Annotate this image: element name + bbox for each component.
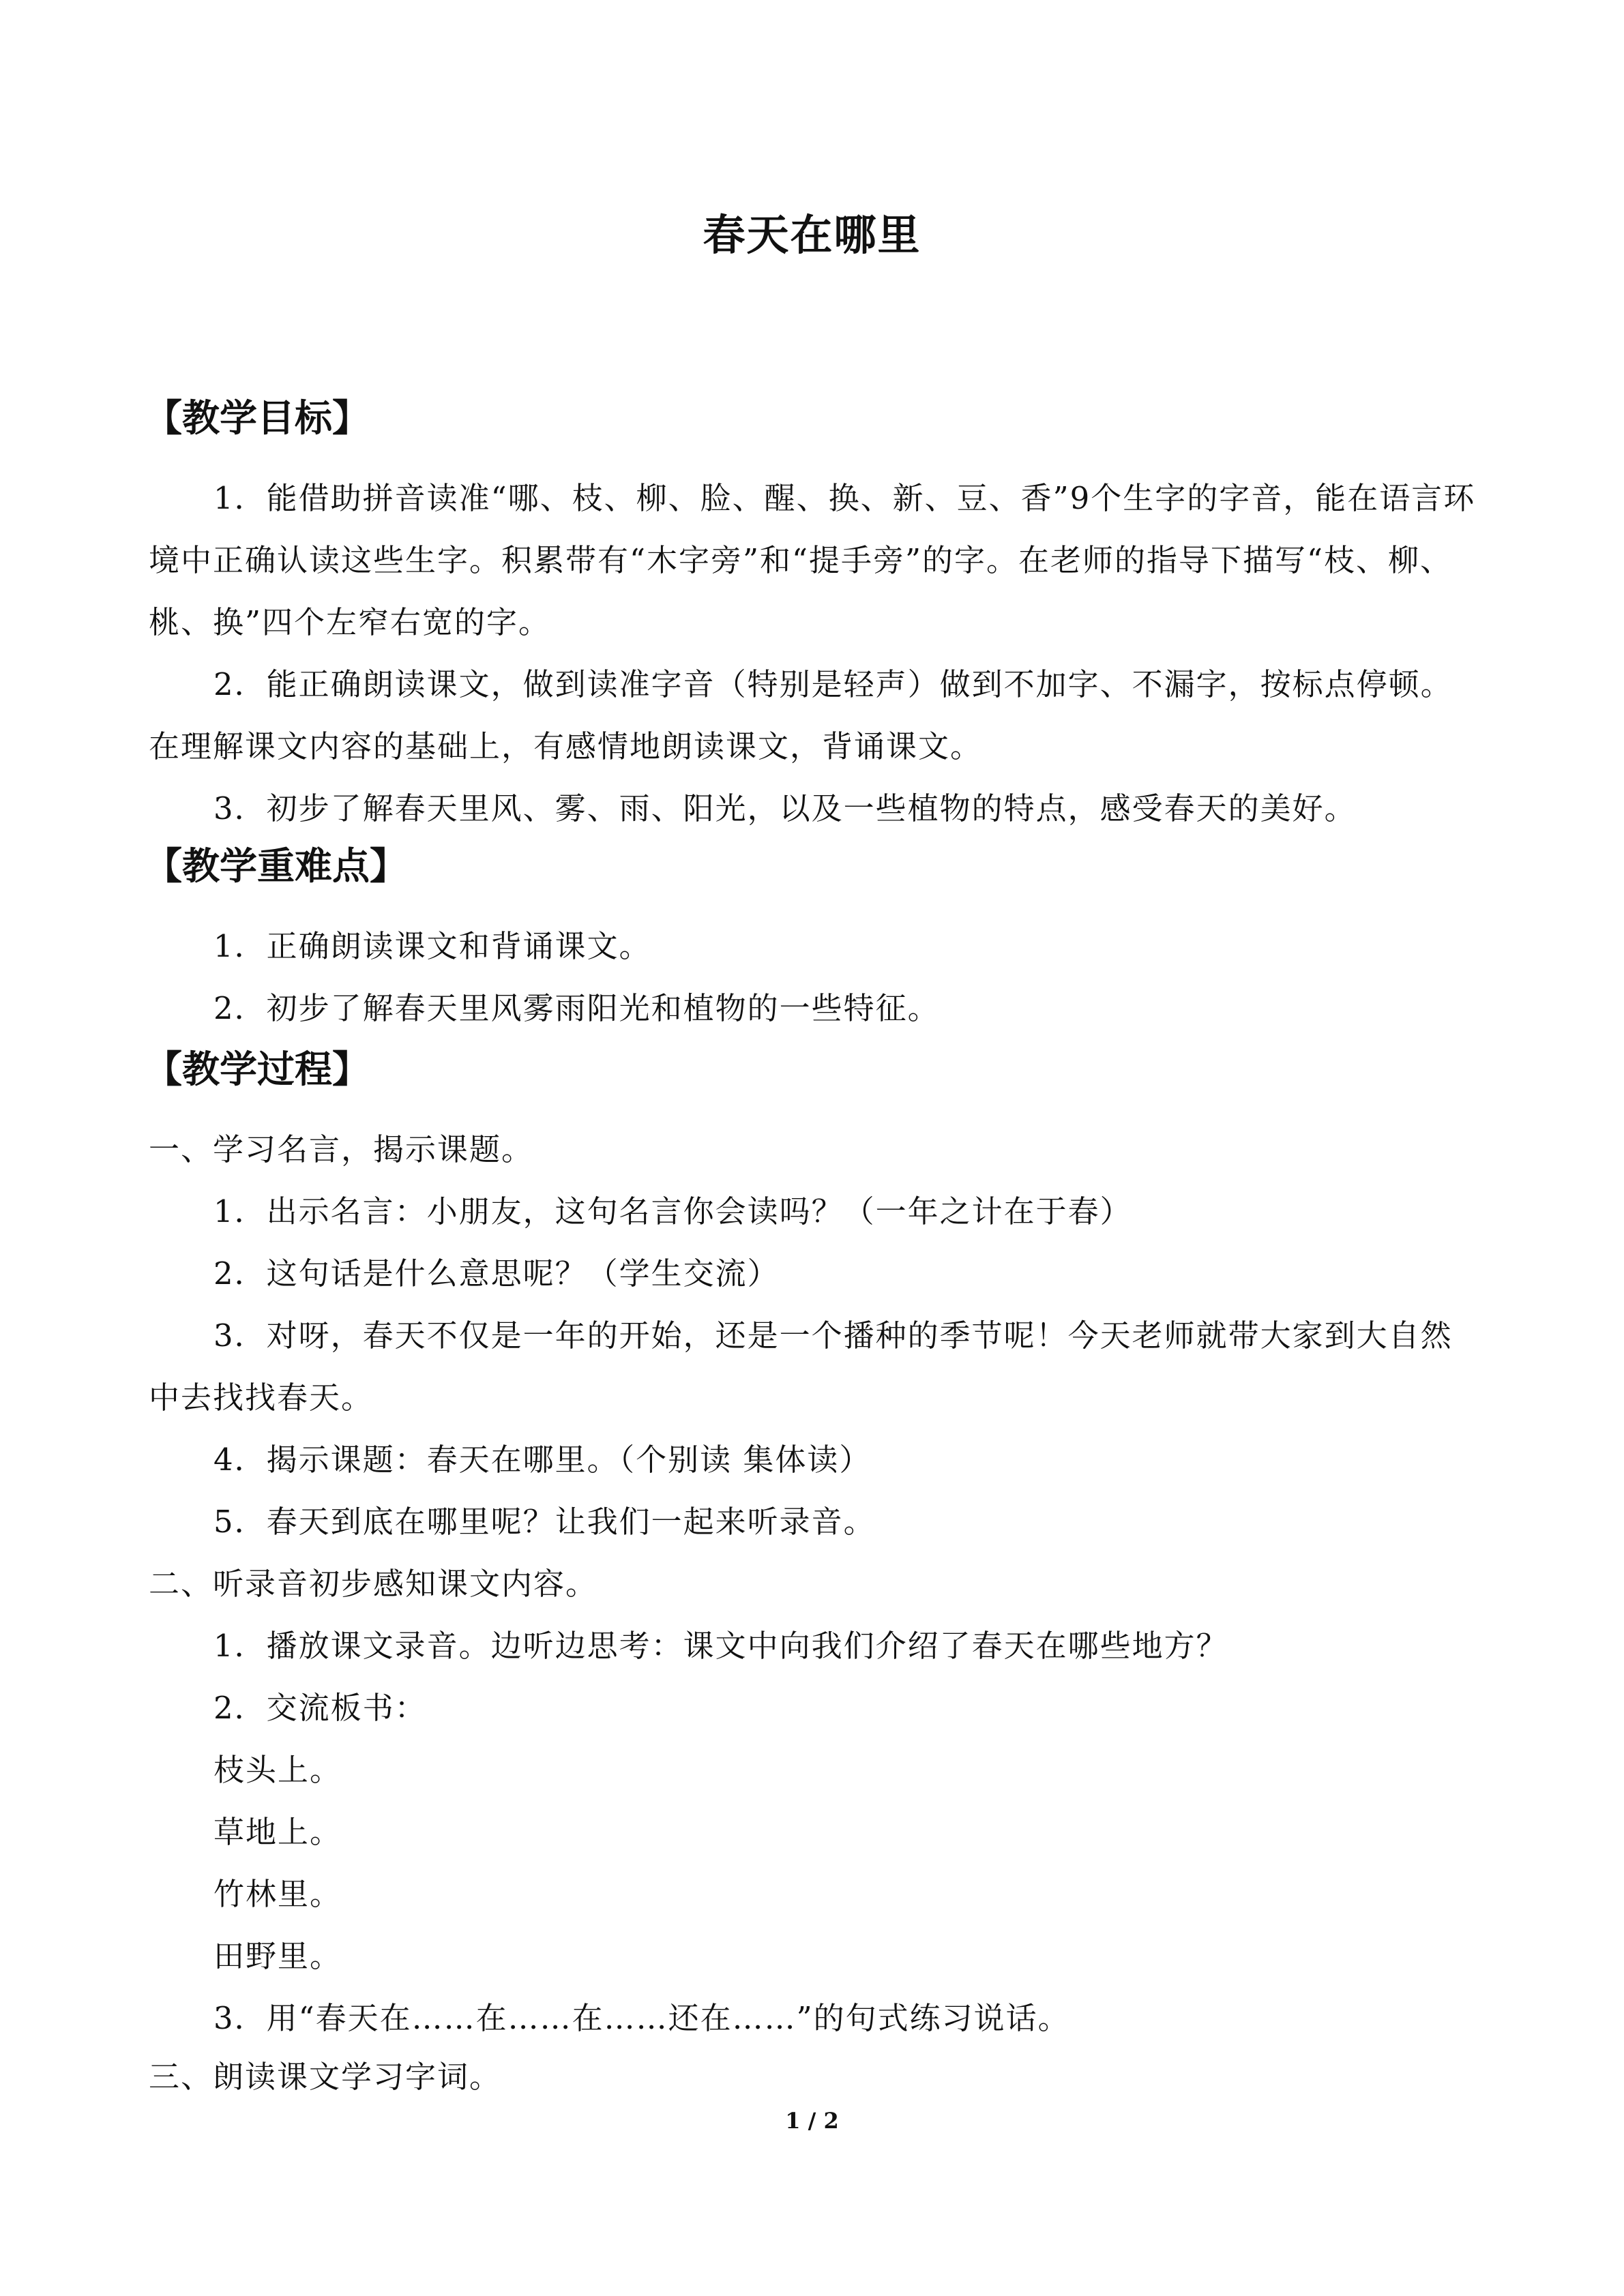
process-part2-item-3: 3．用“春天在……在……在……还在……”的句式练习说话。 <box>213 2000 1070 2036</box>
goal-item-3: 3．初步了解春天里风、雾、雨、阳光，以及一些植物的特点，感受春天的美好。 <box>213 790 1357 826</box>
difficulty-item-1: 1．正确朗读课文和背诵课文。 <box>213 928 651 964</box>
process-part2-item-1: 1．播放课文录音。边听边思考：课文中向我们介绍了春天在哪些地方？ <box>213 1628 1228 1664</box>
page-number: 1 / 2 <box>785 2108 839 2134</box>
goal-item-2: 2．能正确朗读课文，做到读准字音（特别是轻声）做到不加字、不漏字，按标点停顿。在理解课文内容的基础上，有感情地朗读课文，背诵课文。 <box>149 666 1453 764</box>
difficulty-item-2: 2．初步了解春天里风雾雨阳光和植物的一些特征。 <box>213 990 940 1026</box>
board-item-3: 竹林里。 <box>213 1876 342 1912</box>
process-part1-item-2: 2．这句话是什么意思呢？（学生交流） <box>213 1255 780 1292</box>
process-part1-item-1: 1．出示名言：小朋友，这句名言你会读吗？（一年之计在于春） <box>213 1193 1132 1229</box>
goal-item-1: 1．能借助拼音读准“哪、枝、柳、脸、醒、换、新、豆、香”9个生字的字音，能在语言环境中正确认读这些生字。积累带有“木字旁”和“提手旁”的字。在老师的指导下描写“枝、柳、桃、换”四个左窄右宽的字。 <box>149 480 1476 640</box>
process-part1-item-4: 4．揭示课题：春天在哪里。（个别读 集体读） <box>213 1442 872 1478</box>
page-title: 春天在哪里 <box>703 210 921 260</box>
process-part2-item-2: 2．交流板书： <box>213 1690 427 1726</box>
process-part2-title: 二、听录音初步感知课文内容。 <box>149 1566 598 1602</box>
section-heading-difficulties: 【教学重难点】 <box>145 844 408 888</box>
board-item-2: 草地上。 <box>213 1814 342 1850</box>
process-part1-item-3: 3．对呀，春天不仅是一年的开始，还是一个播种的季节呢！今天老师就带大家到大自然中去找找春天。 <box>149 1317 1453 1416</box>
process-part1-title: 一、学习名言，揭示课题。 <box>149 1131 534 1167</box>
process-part1-item-5: 5．春天到底在哪里呢？让我们一起来听录音。 <box>213 1504 876 1540</box>
section-heading-goals: 【教学目标】 <box>145 396 370 440</box>
board-item-4: 田野里。 <box>213 1938 342 1974</box>
board-item-1: 枝头上。 <box>213 1752 342 1788</box>
process-part3-title: 三、朗读课文学习字词。 <box>149 2059 502 2095</box>
section-heading-process: 【教学过程】 <box>145 1047 370 1091</box>
